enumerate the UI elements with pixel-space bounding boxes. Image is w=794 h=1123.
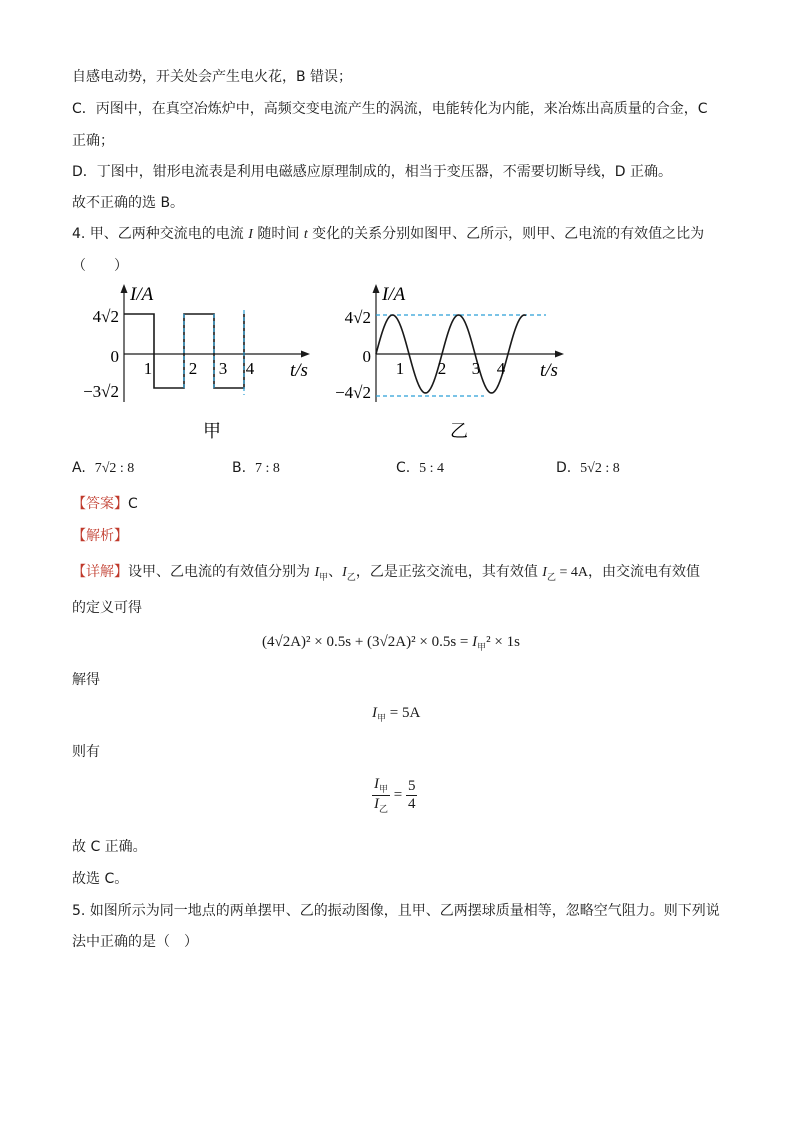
answer-value: C	[128, 496, 138, 512]
question-5-line-1: 5. 如图所示为同一地点的两单摆甲、乙的振动图像，且甲、乙两摆球质量相等，忽略空气阻力。则下列说	[72, 903, 720, 919]
question-5-line-2: 法中正确的是（ ）	[72, 934, 198, 950]
equation-3: $\frac{I_甲}{I_乙}$ = $\frac{5}{4}$	[374, 776, 416, 814]
text-line: 故不正确的选 B。	[72, 195, 185, 211]
option-d[interactable]: D. 5√2 : 8	[556, 460, 620, 476]
y-axis-arrow	[121, 284, 128, 293]
x-tick: 1	[143, 359, 153, 378]
x-axis-label: t/s	[290, 360, 308, 381]
conclusion-2: 故选 C。	[72, 871, 129, 887]
solve-label: 解得	[72, 672, 100, 688]
detail-line-1: 【详解】设甲、乙电流的有效值分别为 $I_甲$、$I_乙$，乙是正弦交流电，其有效值 $I_乙 = 4A$，由交流电有效值	[72, 564, 700, 583]
x-tick: 4	[245, 359, 255, 378]
option-a[interactable]: A. 7√2 : 8	[72, 460, 135, 476]
text-line: C．丙图中，在真空冶炼炉中，高频交变电流产生的涡流，电能转化为内能，来冶炼出高质量的合金，C	[72, 101, 708, 117]
text-line: 自感电动势，开关处会产生电火花，B 错误；	[72, 69, 353, 85]
y-axis-label: I/A	[382, 284, 406, 305]
figure-yi-sine-wave	[326, 280, 586, 445]
y-tick-zero: 0	[110, 347, 119, 366]
x-tick: 3	[471, 359, 481, 378]
y-tick-bottom: −4√2	[335, 383, 371, 402]
y-tick-top: 4√2	[92, 307, 119, 326]
figure-caption: 甲	[203, 421, 221, 441]
y-tick-top: 4√2	[344, 308, 371, 327]
question-4-stem: 4. 甲、乙两种交流电的电流 I 随时间 t 变化的关系分别如图甲、乙所示，则甲、乙电流的有效值之比为	[72, 226, 705, 242]
ratio-left: $\frac{I_甲}{I_乙}$	[374, 776, 389, 814]
answer-tag: 【答案】	[72, 496, 128, 512]
y-tick-zero: 0	[362, 347, 371, 366]
y-tick-bottom: −3√2	[83, 382, 119, 401]
x-axis-label: t/s	[540, 360, 558, 381]
x-tick: 3	[218, 359, 228, 378]
text-line: 正确；	[72, 133, 114, 149]
then-label: 则有	[72, 744, 100, 760]
x-tick: 2	[437, 359, 447, 378]
x-tick: 1	[395, 359, 405, 378]
y-axis-arrow	[373, 284, 380, 293]
figure-jia-square-wave	[72, 280, 322, 445]
equation-1: $(4√2A)^2 \times 0.5s + (3√2A)^2 \times 0.5s = I_甲^2 \times 1s$	[262, 634, 520, 652]
figure-caption: 乙	[450, 421, 468, 441]
answer-paren: （ ）	[72, 258, 128, 274]
option-b[interactable]: B. 7 : 8	[232, 460, 280, 476]
x-tick: 4	[496, 359, 506, 378]
conclusion-1: 故 C 正确。	[72, 839, 147, 855]
option-c[interactable]: C. 5 : 4	[396, 460, 445, 476]
x-axis-arrow	[301, 351, 310, 358]
x-tick: 2	[188, 359, 198, 378]
y-axis-label: I/A	[130, 284, 154, 305]
answer-line	[72, 494, 138, 514]
x-axis-arrow	[555, 351, 564, 358]
detail-tag: 【详解】	[72, 564, 128, 580]
ratio-right: $\frac{5}{4}$	[407, 778, 416, 812]
detail-line-2: 的定义可得	[72, 600, 142, 616]
equation-2: $I_甲 = 5A$	[372, 705, 421, 723]
text-line: D．丁图中，钳形电流表是利用电磁感应原理制成的，相当于变压器，不需要切断导线，D 正确。	[72, 164, 673, 180]
analysis-tag: 【解析】	[72, 528, 128, 544]
